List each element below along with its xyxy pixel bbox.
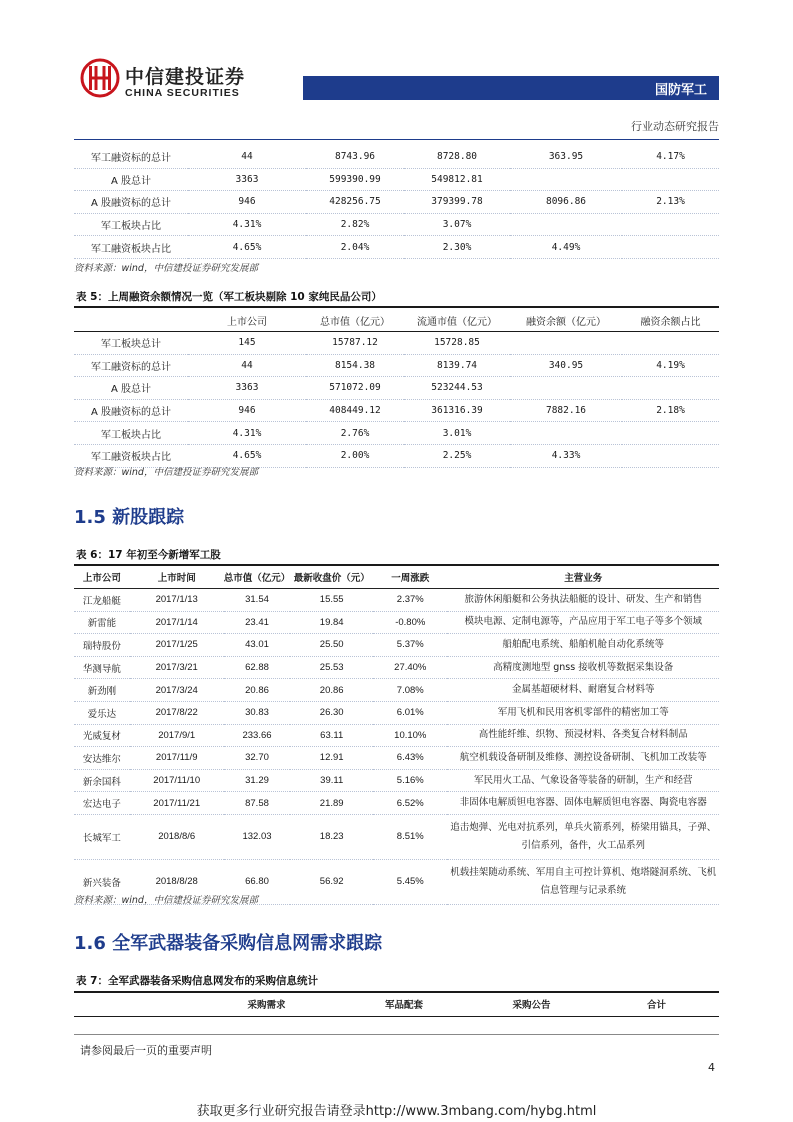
column-header: 采购需求 [247, 1000, 286, 1011]
table-cell: 25.50 [290, 634, 373, 657]
table-cell: 江龙船艇 [74, 589, 130, 612]
table-row [74, 792, 719, 815]
table5-source: 资料来源：wind，中信建投证券研究发展部 [74, 467, 258, 478]
table-cell: 军工板块占比 [101, 429, 161, 441]
table-cell: 安达维尔 [74, 747, 130, 770]
column-header: 军品配套 [384, 1000, 423, 1011]
table-cell: 7882.16 [545, 405, 587, 417]
column-header: 总市值（亿元） [320, 316, 390, 328]
table-cell [510, 332, 622, 355]
table-cell: 2017/3/24 [130, 679, 224, 702]
table-cell: 87.58 [224, 792, 291, 815]
column-header: 流通市值（亿元） [417, 316, 497, 328]
table-cell: 船舶配电系统、船舶机舱自动化系统等 [447, 634, 719, 657]
column-header: 上市时间 [130, 566, 224, 589]
table-cell: 新雷能 [74, 611, 130, 634]
table-cell: 2.25% [442, 450, 472, 462]
column-header [74, 309, 188, 332]
table-cell [622, 444, 719, 467]
table-row [74, 146, 719, 168]
table4-continuation [74, 146, 719, 259]
table-cell: 2.76% [340, 427, 370, 439]
table-cell: 6.01% [373, 701, 447, 724]
table-cell: 599390.99 [329, 173, 381, 185]
column-header: 上市公司 [227, 316, 267, 328]
table-cell: 10.10% [373, 724, 447, 747]
table-cell: 63.11 [290, 724, 373, 747]
table-cell: 8096.86 [545, 196, 587, 208]
table-row [74, 701, 719, 724]
table-cell [510, 168, 622, 191]
table-cell: 2017/11/9 [130, 747, 224, 770]
table-cell: 5.45% [373, 859, 447, 904]
table-cell: 32.70 [224, 747, 291, 770]
table-cell: 132.03 [224, 814, 291, 859]
table-cell: 4.31% [232, 219, 262, 231]
table-cell: 追击炮弹、光电对抗系列，单兵火箭系列，桥梁用锚具，子弹、引信系列，备件，火工品系列 [447, 814, 719, 859]
table-cell: 模块电源、定制电源等，产品应用于军工电子等多个领域 [447, 611, 719, 634]
column-header: 总市值（亿元） [224, 566, 291, 589]
table-cell: 2.18% [656, 405, 685, 417]
section-1-5-heading: 1.5 新股跟踪 [74, 507, 185, 528]
table-row [74, 168, 719, 191]
table-cell: 5.16% [373, 769, 447, 792]
table-cell: 2018/8/6 [130, 814, 224, 859]
table-cell: 30.83 [224, 701, 291, 724]
table-cell [622, 377, 719, 400]
china-securities-logo-icon [80, 58, 120, 98]
table-row [74, 679, 719, 702]
table-cell: 新余国科 [74, 769, 130, 792]
table-cell [510, 377, 622, 400]
table-cell: 2.82% [340, 219, 370, 231]
table-cell: 军工融资板块占比 [91, 452, 171, 464]
table-cell: 军工板块占比 [101, 221, 161, 233]
table-cell: 44 [241, 359, 253, 371]
sector-label: 国防军工 [654, 83, 707, 98]
table-cell: 15.55 [290, 589, 373, 612]
table7-title: 表 7：全军武器装备采购信息网发布的采购信息统计 [76, 975, 318, 987]
table-cell: 145 [238, 337, 256, 349]
table-cell: 长城军工 [74, 814, 130, 859]
table-cell: 2018/8/28 [130, 859, 224, 904]
table-cell: 2017/1/13 [130, 589, 224, 612]
table-cell: 6.52% [373, 792, 447, 815]
table-cell: 军用飞机和民用客机零部件的精密加工等 [447, 701, 719, 724]
column-header: 融资余额占比 [640, 316, 701, 328]
header-rule [74, 139, 719, 140]
column-header [74, 993, 194, 1015]
section-1-6-heading: 1.6 全军武器装备采购信息网需求跟踪 [74, 933, 383, 954]
table4-source: 资料来源：wind，中信建投证券研究发展部 [74, 263, 258, 274]
footer-rule [74, 1034, 719, 1035]
table-cell: 2.37% [373, 589, 447, 612]
table-cell: 4.65% [232, 450, 262, 462]
table5-top-rule [74, 306, 719, 308]
table-row [74, 769, 719, 792]
table-cell: 43.01 [224, 634, 291, 657]
table7-rule [74, 1016, 719, 1017]
table-cell [622, 236, 719, 259]
table-cell: -0.80% [373, 611, 447, 634]
table-cell: 4.33% [551, 450, 581, 462]
table-row [74, 213, 719, 236]
table-cell: 宏达电子 [74, 792, 130, 815]
table-cell: 62.88 [224, 656, 291, 679]
table-cell: 428256.75 [329, 196, 381, 208]
table-cell: 新兴装备 [74, 859, 130, 904]
column-header: 上市公司 [74, 566, 130, 589]
table-cell: A 股总计 [110, 384, 152, 396]
table-cell: 26.30 [290, 701, 373, 724]
table-cell [622, 168, 719, 191]
column-header: 融资余额（亿元） [526, 316, 606, 328]
table-cell: 军工融资标的总计 [91, 361, 171, 373]
table-row [74, 354, 719, 377]
table-cell [510, 422, 622, 445]
column-header: 一周涨跌 [373, 566, 447, 589]
table-row [74, 422, 719, 445]
table-row [74, 747, 719, 770]
table-cell: 4.65% [232, 241, 262, 253]
report-type: 行业动态研究报告 [631, 120, 719, 133]
table-cell: 340.95 [548, 359, 584, 371]
table-cell: 39.11 [290, 769, 373, 792]
table-cell: 2.13% [656, 196, 685, 208]
table-cell: 4.31% [232, 427, 262, 439]
table-cell: 2017/1/25 [130, 634, 224, 657]
table-cell: 379399.78 [431, 196, 483, 208]
table-cell: 2017/8/22 [130, 701, 224, 724]
table-cell: A 股融资标的总计 [90, 407, 172, 419]
company-name-cn: 中信建投证券 [125, 66, 246, 88]
table-cell: 15728.85 [434, 337, 480, 349]
column-header: 合计 [646, 1000, 666, 1011]
table5-title: 表 5：上周融资余额情况一览（军工板块剔除 10 家纯民品公司） [76, 291, 382, 303]
table-cell: 军工板块总计 [101, 339, 161, 351]
table-cell: 军民用火工品、气象设备等装备的研制，生产和经营 [447, 769, 719, 792]
table-cell: 2.04% [340, 241, 370, 253]
column-header: 采购公告 [512, 1000, 551, 1011]
table-row [74, 724, 719, 747]
page-number: 4 [708, 1061, 715, 1074]
table-cell: 2017/3/21 [130, 656, 224, 679]
table-cell: 3363 [235, 382, 259, 394]
table-cell: 高性能纤维、织物、预浸材料、各类复合材料制品 [447, 724, 719, 747]
table-cell: 8139.74 [436, 359, 478, 371]
table-cell: 航空机载设备研制及维修、测控设备研制、飞机加工改装等 [447, 747, 719, 770]
table-cell: 高精度测地型 gnss 接收机等数据采集设备 [447, 656, 719, 679]
table-cell: 44 [241, 151, 253, 163]
table-cell: 66.80 [224, 859, 291, 904]
table-cell [622, 332, 719, 355]
table6 [74, 566, 719, 905]
footer-link-text: 获取更多行业研究报告请登录http://www.3mbang.com/hybg.html [196, 1104, 597, 1119]
table-cell: 2017/1/14 [130, 611, 224, 634]
table5 [74, 309, 719, 468]
table-cell: 爱乐达 [74, 701, 130, 724]
table-cell: 军工融资板块占比 [91, 243, 171, 255]
table-row [74, 634, 719, 657]
table-cell: 571072.09 [329, 382, 381, 394]
table-cell: 金属基超硬材料、耐磨复合材料等 [447, 679, 719, 702]
table-row [74, 377, 719, 400]
table-row [74, 236, 719, 259]
table-cell: 549812.81 [431, 173, 483, 185]
table-cell: 2.30% [442, 241, 472, 253]
table-row [74, 656, 719, 679]
table-cell: 3.07% [442, 219, 472, 231]
table-cell: 20.86 [224, 679, 291, 702]
table-cell: 华测导航 [74, 656, 130, 679]
table-cell: 19.84 [290, 611, 373, 634]
table-cell: 18.23 [290, 814, 373, 859]
table-cell: 27.40% [373, 656, 447, 679]
table-cell: 光威复材 [74, 724, 130, 747]
table-cell: A 股融资标的总计 [90, 198, 172, 210]
table-cell: 3363 [235, 173, 259, 185]
sector-banner [303, 76, 719, 100]
column-header: 最新收盘价（元） [290, 566, 373, 589]
table-cell [510, 213, 622, 236]
table-cell: 363.95 [548, 151, 584, 163]
table-row [74, 589, 719, 612]
table-cell: 机载挂架随动系统、军用自主可控计算机、炮塔隧洞系统、飞机信息管理与记录系统 [447, 859, 719, 904]
table-cell: 408449.12 [329, 405, 381, 417]
disclaimer-note: 请参阅最后一页的重要声明 [80, 1044, 212, 1057]
table-cell: 25.53 [290, 656, 373, 679]
table-cell: 523244.53 [431, 382, 483, 394]
table-cell: 233.66 [224, 724, 291, 747]
table-cell: 31.29 [224, 769, 291, 792]
table-cell: 4.19% [656, 359, 685, 371]
table-cell: 4.17% [656, 151, 685, 163]
table-cell: 20.86 [290, 679, 373, 702]
table-row [74, 191, 719, 214]
table-cell: 军工融资标的总计 [91, 153, 171, 165]
table-cell: 6.43% [373, 747, 447, 770]
table-cell: 旅游休闲船艇和公务执法船艇的设计、研发、生产和销售 [447, 589, 719, 612]
table-row [74, 399, 719, 422]
table6-title: 表 6：17 年初至今新增军工股 [76, 549, 221, 561]
table-cell: 23.41 [224, 611, 291, 634]
table-cell: 7.08% [373, 679, 447, 702]
table-cell: 21.89 [290, 792, 373, 815]
table-cell: 2017/9/1 [130, 724, 224, 747]
table-row [74, 332, 719, 355]
table-cell: 8.51% [373, 814, 447, 859]
table-row [74, 814, 719, 859]
table-row [74, 611, 719, 634]
table-cell: 瑞特股份 [74, 634, 130, 657]
table6-source: 资料来源：wind，中信建投证券研究发展部 [74, 895, 258, 906]
table-cell: 946 [238, 405, 256, 417]
table-cell: 2017/11/10 [130, 769, 224, 792]
table-cell: 15787.12 [332, 337, 378, 349]
column-header: 主营业务 [447, 566, 719, 589]
table-cell: 3.01% [442, 427, 472, 439]
table7-header [74, 993, 719, 1015]
table-cell: 8743.96 [334, 151, 376, 163]
table-cell: 2017/11/21 [130, 792, 224, 815]
table-cell: 12.91 [290, 747, 373, 770]
table-cell: 8154.38 [334, 359, 376, 371]
table-cell [622, 213, 719, 236]
table-cell: 新劲刚 [74, 679, 130, 702]
table-cell: 4.49% [551, 241, 581, 253]
table-cell: 8728.80 [436, 151, 478, 163]
company-name-en: CHINA SECURITIES [125, 87, 240, 99]
table-cell: A 股总计 [110, 175, 152, 187]
table-cell: 361316.39 [431, 405, 483, 417]
table-cell [622, 422, 719, 445]
table-cell: 5.37% [373, 634, 447, 657]
table-cell: 2.00% [340, 450, 370, 462]
table-cell: 31.54 [224, 589, 291, 612]
table-cell: 56.92 [290, 859, 373, 904]
table-cell: 946 [238, 196, 256, 208]
table-cell: 非固体电解质钽电容器、固体电解质钽电容器、陶瓷电容器 [447, 792, 719, 815]
